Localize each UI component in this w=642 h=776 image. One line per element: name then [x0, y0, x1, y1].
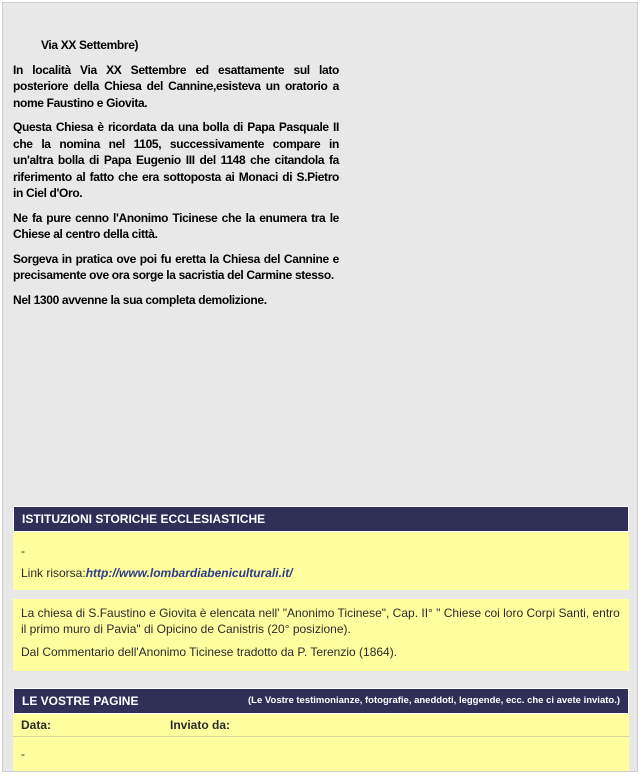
column-data: Data:: [21, 718, 52, 732]
anonimo-panel: [13, 599, 629, 671]
link-label: Link risorsa:: [21, 566, 86, 580]
anonimo-source: Dal Commentario dell'Anonimo Ticinese tradotto da P. Terenzio (1864).: [21, 645, 398, 659]
article-text: [13, 37, 339, 316]
page-container: [2, 2, 638, 772]
article-heading: Via XX Settembre): [41, 38, 139, 52]
anonimo-text: La chiesa di S.Faustino e Giovita è elencata nell' "Anonimo Ticinese", Cap. II° " Chiese coi loro Corpi Santi, entro il primo muro di Pavia" di Opicino de Canistris (20° posizione).: [21, 606, 620, 636]
istituzioni-body: [13, 532, 629, 590]
istituzioni-header: ISTITUZIONI STORICHE ECCLESIASTICHE: [13, 506, 629, 532]
article-paragraph: Nel 1300 avvenne la sua completa demolizione.: [13, 292, 267, 307]
istituzioni-panel: [13, 506, 629, 590]
vostre-pagine-panel: [13, 688, 629, 771]
vostre-pagine-value: -: [13, 737, 629, 771]
vostre-pagine-header: [13, 688, 629, 714]
resource-link[interactable]: http://www.lombardiabeniculturali.it/: [85, 566, 293, 580]
article-paragraph: Ne fa pure cenno l'Anonimo Ticinese che la enumera tra le Chiese al centro della città.: [13, 210, 339, 241]
article-paragraph: Sorgeva in pratica ove poi fu eretta la Chiesa del Cannine e precisamente ove ora sorge la sacristia del Carmine stesso.: [13, 251, 339, 282]
istituzioni-dash: -: [21, 544, 25, 558]
article-paragraph: Questa Chiesa è ricordata da una bolla di Papa Pasquale II che la nomina nel 1105, successivamente compare in un'altra bolla di Papa Eugenio III del 1148 che citandola fa riferimento al fatto che era sottoposta ai Monaci di S.Pietro in Ciel d'Oro.: [13, 120, 339, 200]
vostre-pagine-subtitle: (Le Vostre testimonianze, fotografie, aneddoti, leggende, ecc. che ci avete inviato.): [248, 695, 620, 706]
column-inviato-da: Inviato da:: [170, 718, 231, 732]
vostre-pagine-columns: [13, 714, 629, 737]
link-row: [21, 562, 621, 584]
vostre-pagine-title: LE VOSTRE PAGINE: [22, 694, 139, 708]
article-paragraph: In località Via XX Settembre ed esattamente sul lato posteriore della Chiesa del Cannine,esisteva un oratorio a nome Faustino e Giovita.: [13, 62, 339, 110]
